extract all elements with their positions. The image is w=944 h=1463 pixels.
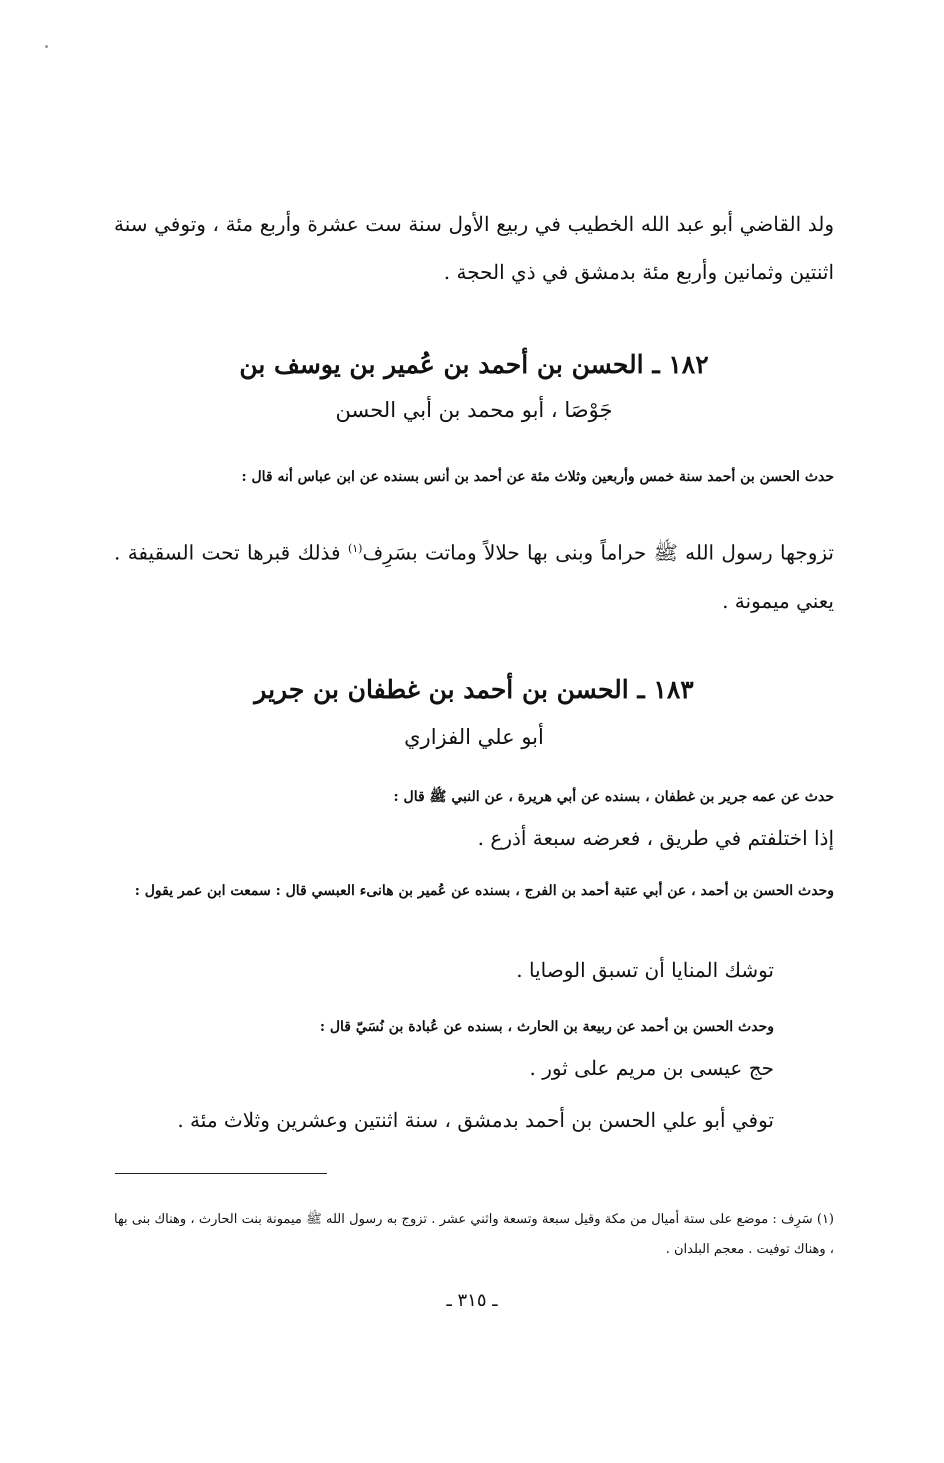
entry-183-subtitle: أبو علي الفزاري xyxy=(404,725,544,749)
scan-speck xyxy=(45,45,48,48)
entry-183-title: ١٨٣ ـ الحسن بن أحمد بن غطفان بن جرير xyxy=(254,675,694,704)
entry-183-text-2: توشك المنايا أن تسبق الوصايا . xyxy=(516,958,774,982)
entry-182-text xyxy=(114,525,834,625)
intro-paragraph: ولد القاضي أبو عبد الله الخطيب في ربيع الأول سنة ست عشرة وأربع مئة ، وتوفي سنة اثنتين وثمانين وأربع مئة بدمشق في ذي الحجة . xyxy=(114,212,834,284)
entry-182-text-end: فذلك قبرها تحت السقيفة . يعني ميمونة . xyxy=(114,540,834,613)
page-number: ـ ٣١٥ ـ xyxy=(446,1290,498,1311)
entry-183-text-3: حج عيسى بن مريم على ثور . xyxy=(529,1056,774,1080)
entry-183-isnad-1: حدث عن عمه جرير بن غطفان ، بسنده عن أبي هريرة ، عن النبي ﷺ قال : xyxy=(393,789,834,805)
entry-183-isnad-3: وحدث الحسن بن أحمد عن ربيعة بن الحارث ، بسنده عن عُبادة بن نُسَيّ قال : xyxy=(319,1019,774,1035)
entry-183-isnad-2: وحدث الحسن بن أحمد ، عن أبي عتبة أحمد بن الفرج ، بسنده عن عُمير بن هانىء العبسي قال : سمعت ابن عمر يقول : xyxy=(134,883,834,899)
entry-182-title: ١٨٢ ـ الحسن بن أحمد بن عُمير بن يوسف بن xyxy=(239,350,709,379)
entry-183-death: توفي أبو علي الحسن بن أحمد بدمشق ، سنة اثنتين وعشرين وثلاث مئة . xyxy=(177,1108,774,1132)
footnote-separator xyxy=(115,1173,327,1174)
footnote-marker: (١) xyxy=(347,542,363,555)
entry-183-text-1: إذا اختلفتم في طريق ، فعرضه سبعة أذرع . xyxy=(477,826,834,850)
entry-182-text-main: تزوجها رسول الله ﷺ حراماً وبنى بها حلالاً وماتت بسَرِف xyxy=(362,540,834,565)
entry-182-subtitle: جَوْصَا ، أبو محمد بن أبي الحسن xyxy=(335,398,613,422)
footnote-text: (١) سَرِف : موضع على ستة أميال من مكة وقيل سبعة وتسعة واثني عشر . تزوج به رسول الله ﷺ ميمونة بنت الحارث ، وهناك بنى بها ، وهناك توفيت . معجم البلدان . xyxy=(114,1212,834,1257)
entry-182-isnad: حدث الحسن بن أحمد سنة خمس وأربعين وثلاث مئة عن أحمد بن أنس بسنده عن ابن عباس أنه قال : xyxy=(241,469,834,485)
